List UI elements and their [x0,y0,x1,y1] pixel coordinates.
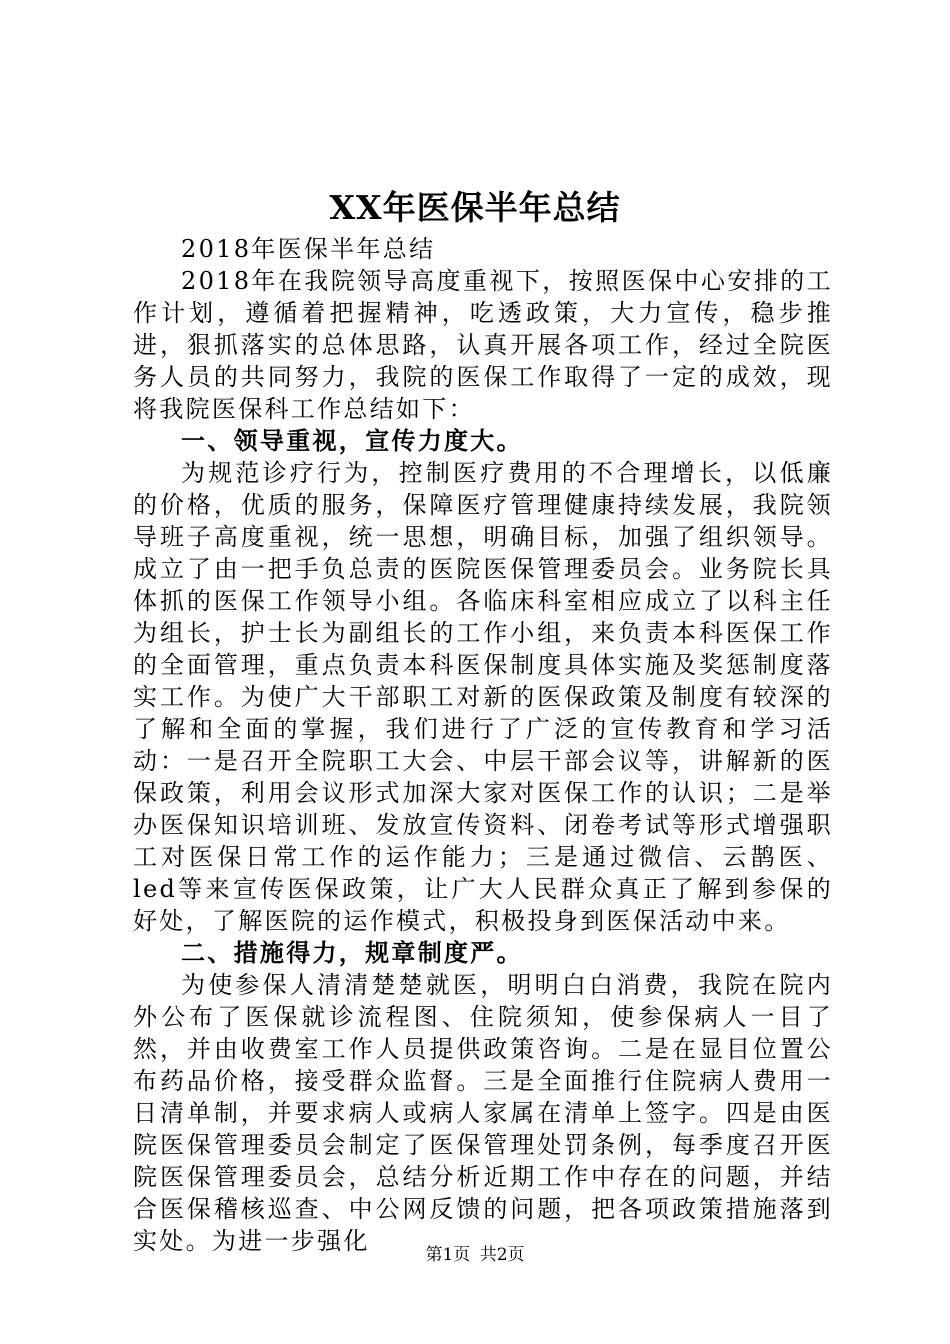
document-title: XX年医保半年总结 [329,188,621,227]
paragraph-subtitle: 2018年医保半年总结 [181,235,436,263]
page-total: 共2页 [479,1245,525,1265]
page-footer [0,1244,950,1266]
paragraph-section-1: 为规范诊疗行为，控制医疗费用的不合理增长，以低廉的价格，优质的服务，保障医疗管理健康持续发展，我院领导班子高度重视，统一思想，明确目标，加强了组织领导。成立了由一把手负总责的医院医保管理委员会。业务院长具体抓的医保工作领导小组。各临床科室相应成立了以科主任为组长，护士长为副组长的工作小组，来负责本科医保工作的全面管理，重点负责本科医保制度具体实施及奖惩制度落实工作。为使广大干部职工对新的医保政策及制度有较深的了解和全面的掌握，我们进行了广泛的宣传教育和学习活动：一是召开全院职工大会、中层干部会议等，讲解新的医保政策，利用会议形式加深大家对医保工作的认识；二是举办医保知识培训班、发放宣传资料、闭卷考试等形式增强职工对医保日常工作的运作能力；三是通过微信、云鹊医、led等来宣传医保政策，让广大人民群众真正了解到参保的好处，了解医院的运作模式，积极投身到医保活动中来。 [133,459,833,935]
section-heading-1: 一、领导重视，宣传力度大。 [181,426,523,455]
document-body [133,233,833,1257]
paragraph-intro: 2018年在我院领导高度重视下，按照医保中心安排的工作计划，遵循着把握精神，吃透政策，大力宣传，稳步推进，狠抓落实的总体思路，认真开展各项工作，经过全院医务人员的共同努力，我院的医保工作取得了一定的成效，现将我院医保科工作总结如下： [133,267,833,423]
section-heading-2: 二、措施得力，规章制度严。 [181,938,523,967]
page-number: 第1页 [425,1245,471,1265]
paragraph-section-2: 为使参保人清清楚楚就医，明明白白消费，我院在院内外公布了医保就诊流程图、住院须知，使参保病人一目了然，并由收费室工作人员提供政策咨询。二是在显目位置公布药品价格，接受群众监督。三是全面推行住院病人费用一日清单制，并要求病人或病人家属在清单上签字。四是由医院医保管理委员会制定了医保管理处罚条例，每季度召开医院医保管理委员会，总结分析近期工作中存在的问题，并结合医保稽核巡查、中公网反馈的问题，把各项政策措施落到实处。为进一步强化 [133,971,833,1255]
